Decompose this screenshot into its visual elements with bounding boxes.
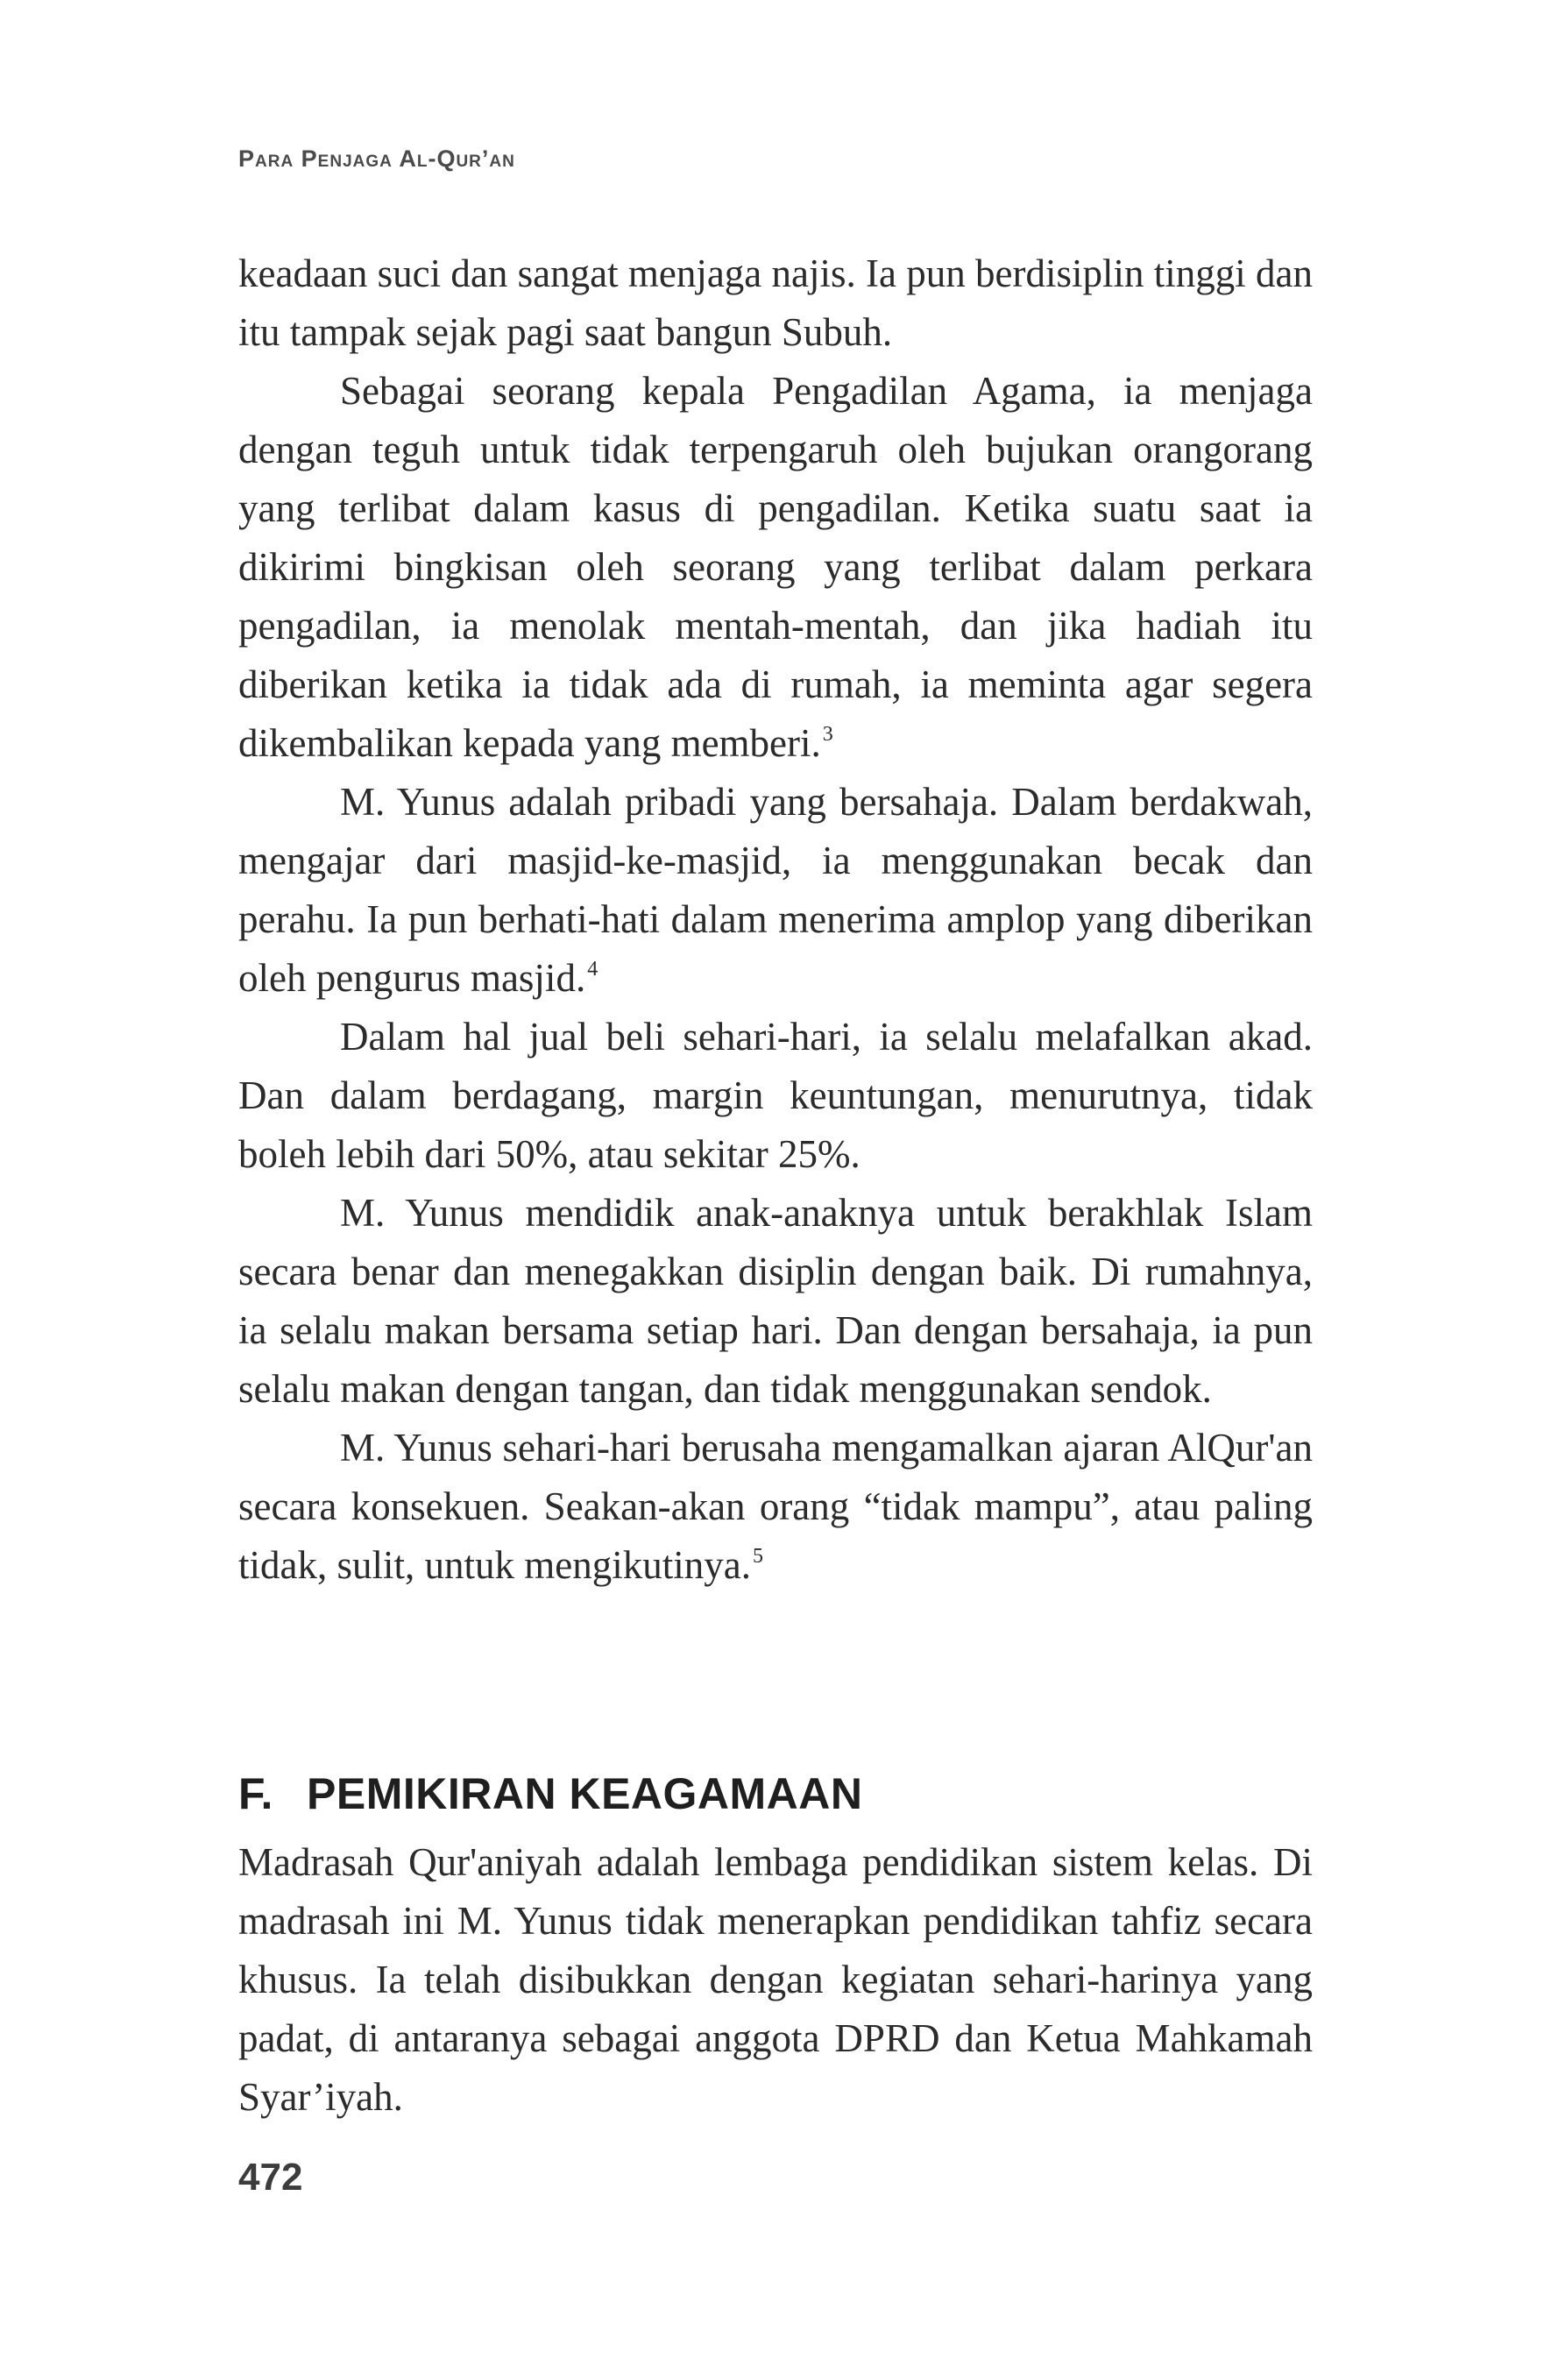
paragraph-3-text: M. Yunus adalah pribadi yang bersahaja. Dalam berdakwah, mengajar dari masjid-ke-masjid, ia menggunakan becak dan perahu. Ia pun berhati-hati dalam menerima amplop yang diberikan oleh pengurus masjid. bbox=[238, 780, 1313, 1000]
section-title: PEMIKIRAN KEAGAMAAN bbox=[307, 1769, 863, 1818]
paragraph-5 bbox=[238, 1184, 1313, 1419]
section-paragraph-1 bbox=[238, 1833, 1313, 2127]
footnote-marker-5: 5 bbox=[752, 1545, 763, 1568]
section-letter: F. bbox=[238, 1769, 273, 1818]
paragraph-2-text: Sebagai seorang kepala Pengadilan Agama, ia menjaga dengan teguh untuk tidak terpengaruh oleh bujukan orangorang yang terlibat dalam kasus di pengadilan. Ketika suatu saat ia dikirimi bingkisan oleh seorang yang terlibat dalam perkara pengadilan, ia menolak mentah-mentah, dan jika hadiah itu diberikan ketika ia tidak ada di rumah, ia meminta agar segera dikembalikan kepada yang memberi. bbox=[238, 369, 1313, 765]
page-number: 472 bbox=[238, 2156, 303, 2199]
running-header: Para Penjaga Al-Qur’an bbox=[238, 145, 515, 172]
section-paragraph-1-text: Madrasah Qur'aniyah adalah lembaga pendidikan sistem kelas. Di madrasah ini M. Yunus tidak menerapkan pendidikan tahfiz secara khusus. Ia telah disibukkan dengan kegiatan sehari-harinya yang padat, di antaranya sebagai anggota DPRD dan Ketua Mahkamah Syar’iyah. bbox=[238, 1840, 1313, 2119]
paragraph-3 bbox=[238, 773, 1313, 1008]
paragraph-2 bbox=[238, 362, 1313, 773]
paragraph-1-text: keadaan suci dan sangat menjaga najis. Ia pun berdisiplin tinggi dan itu tampak sejak pagi saat bangun Subuh. bbox=[238, 251, 1313, 354]
paragraph-4-text: Dalam hal jual beli sehari-hari, ia selalu melafalkan akad. Dan dalam berdagang, margin keuntungan, menurutnya, tidak boleh lebih dari 50%, atau sekitar 25%. bbox=[238, 1015, 1313, 1176]
section-text bbox=[238, 1833, 1313, 2127]
footnote-marker-4: 4 bbox=[587, 958, 598, 981]
paragraph-5-text: M. Yunus mendidik anak-anaknya untuk berakhlak Islam secara benar dan menegakkan disiplin dengan baik. Di rumahnya, ia selalu makan bersama setiap hari. Dan dengan bersahaja, ia pun selalu makan dengan tangan, dan tidak menggunakan sendok. bbox=[238, 1191, 1313, 1411]
paragraph-4 bbox=[238, 1008, 1313, 1184]
section-heading bbox=[238, 1768, 863, 1819]
paragraph-6-text: M. Yunus sehari-hari berusaha mengamalkan ajaran AlQur'an secara konsekuen. Seakan-akan orang “tidak mampu”, atau paling tidak, sulit, untuk mengikutinya. bbox=[238, 1426, 1313, 1587]
body-text bbox=[238, 244, 1313, 1595]
paragraph-1 bbox=[238, 244, 1313, 362]
paragraph-6 bbox=[238, 1419, 1313, 1595]
footnote-marker-3: 3 bbox=[822, 723, 833, 746]
